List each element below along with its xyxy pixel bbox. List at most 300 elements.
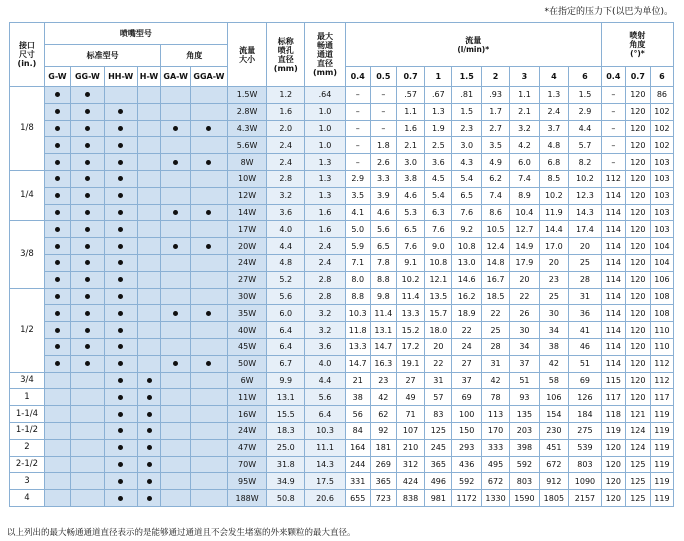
table-row (10, 204, 674, 221)
inlet-size-cell: 2 (10, 439, 45, 456)
flow-rate-cell: 496 (425, 473, 452, 490)
flow-rate-cell: 17.4 (569, 221, 602, 238)
available-dot-icon (55, 328, 60, 333)
available-dot-icon (85, 227, 90, 232)
type-availability-cell (137, 355, 161, 372)
flow-rate-cell: 38 (345, 389, 370, 406)
type-availability-cell (161, 422, 190, 439)
max-free-passage-cell: 3.2 (305, 322, 345, 339)
available-dot-icon (118, 260, 123, 265)
spray-angle-cell: 120 (625, 120, 650, 137)
max-free-passage-cell: 1.0 (305, 120, 345, 137)
flow-rate-cell: 25 (539, 288, 568, 305)
pressure-header: 2 (481, 67, 509, 87)
flow-rate-cell: – (345, 154, 370, 171)
spray-angle-header: 喷射 角度 (°)* (601, 23, 673, 67)
type-availability-cell (137, 422, 161, 439)
flow-rate-cell: 16.3 (370, 355, 396, 372)
inlet-size-cell: 1 (10, 389, 45, 406)
type-availability-cell (104, 372, 137, 389)
available-dot-icon (118, 361, 123, 366)
spray-angle-cell: 102 (650, 103, 673, 120)
flow-rate-cell: 5.9 (345, 238, 370, 255)
flow-rate-cell: 170 (481, 422, 509, 439)
flow-rate-cell: 245 (425, 439, 452, 456)
flow-rate-cell: 6.5 (370, 238, 396, 255)
flow-rate-cell: 203 (510, 422, 539, 439)
available-dot-icon (118, 126, 123, 131)
type-availability-cell (44, 389, 70, 406)
flow-rate-cell: 3.9 (370, 187, 396, 204)
flow-rate-cell: 5.4 (425, 187, 452, 204)
type-availability-cell (161, 120, 190, 137)
type-availability-cell (137, 120, 161, 137)
type-availability-cell (104, 187, 137, 204)
orifice-diameter-cell: 2.8 (267, 170, 305, 187)
available-dot-icon (118, 496, 123, 501)
flow-rate-cell: 495 (481, 456, 509, 473)
inlet-size-cell: 4 (10, 490, 45, 507)
type-availability-cell (104, 103, 137, 120)
spray-angle-cell: 124 (625, 439, 650, 456)
capacity-size-cell: 24W (227, 254, 266, 271)
type-availability-cell (71, 490, 105, 507)
flow-rate-cell: 3.6 (425, 154, 452, 171)
available-dot-icon (173, 311, 178, 316)
table-row (10, 170, 674, 187)
flow-rate-cell: 14.7 (345, 355, 370, 372)
flow-rate-cell: – (370, 87, 396, 104)
type-availability-cell (104, 221, 137, 238)
type-availability-cell (190, 204, 227, 221)
flow-rate-cell: 24 (452, 338, 481, 355)
flow-rate-cell: 655 (345, 490, 370, 507)
type-availability-cell (71, 221, 105, 238)
flow-rate-cell: 7.4 (481, 187, 509, 204)
available-dot-icon (85, 260, 90, 265)
flow-rate-cell: 14.7 (370, 338, 396, 355)
flow-rate-cell: 22 (425, 355, 452, 372)
nozzle-type-header: 喷嘴型号 (44, 23, 227, 45)
available-dot-icon (206, 311, 211, 316)
type-availability-cell (104, 338, 137, 355)
type-availability-cell (104, 490, 137, 507)
flow-rate-cell: 42 (539, 355, 568, 372)
spray-angle-cell: 120 (625, 137, 650, 154)
available-dot-icon (85, 193, 90, 198)
max-free-passage-cell: 2.8 (305, 271, 345, 288)
flow-rate-cell: 22 (510, 288, 539, 305)
type-availability-cell (104, 238, 137, 255)
pressure-header: 1 (425, 67, 452, 87)
orifice-diameter-cell: 15.5 (267, 406, 305, 423)
flow-rate-cell: 4.6 (370, 204, 396, 221)
available-dot-icon (85, 143, 90, 148)
type-availability-cell (71, 305, 105, 322)
available-dot-icon (118, 462, 123, 467)
flow-rate-cell: 135 (510, 406, 539, 423)
type-availability-cell (190, 170, 227, 187)
flow-rate-cell: 365 (425, 456, 452, 473)
max-free-passage-cell: 10.3 (305, 422, 345, 439)
flow-rate-cell: 1172 (452, 490, 481, 507)
available-dot-icon (147, 378, 152, 383)
orifice-diameter-cell: 9.9 (267, 372, 305, 389)
available-dot-icon (118, 227, 123, 232)
spray-angle-cell: 120 (625, 288, 650, 305)
available-dot-icon (85, 244, 90, 249)
type-availability-cell (190, 87, 227, 104)
type-availability-cell (44, 305, 70, 322)
flow-rate-cell: 150 (452, 422, 481, 439)
flow-rate-cell: 1.6 (396, 120, 424, 137)
max-free-passage-cell: 2.4 (305, 254, 345, 271)
flow-rate-cell: 10.3 (345, 305, 370, 322)
available-dot-icon (55, 92, 60, 97)
available-dot-icon (147, 412, 152, 417)
type-availability-cell (161, 372, 190, 389)
available-dot-icon (55, 361, 60, 366)
flow-rate-cell: 11.4 (396, 288, 424, 305)
type-availability-cell (104, 271, 137, 288)
flow-rate-cell: 6.5 (396, 221, 424, 238)
available-dot-icon (55, 176, 60, 181)
spray-angle-cell: 120 (601, 490, 625, 507)
max-free-passage-cell: 1.0 (305, 137, 345, 154)
flow-rate-cell: 71 (396, 406, 424, 423)
spray-angle-cell: 119 (650, 456, 673, 473)
type-availability-cell (161, 238, 190, 255)
flow-rate-cell: 365 (370, 473, 396, 490)
spray-angle-cell: 120 (625, 372, 650, 389)
flow-rate-cell: 83 (425, 406, 452, 423)
flow-rate-cell: – (345, 137, 370, 154)
available-dot-icon (118, 277, 123, 282)
flow-rate-cell: 11.8 (345, 322, 370, 339)
available-dot-icon (173, 126, 178, 131)
available-dot-icon (85, 361, 90, 366)
flow-rate-cell: 5.0 (345, 221, 370, 238)
type-availability-cell (190, 389, 227, 406)
type-availability-cell (71, 87, 105, 104)
flow-rate-cell: 2.1 (510, 103, 539, 120)
flow-rate-cell: 13.5 (425, 288, 452, 305)
spray-angle-cell: 121 (625, 406, 650, 423)
flow-rate-cell: 22 (452, 322, 481, 339)
type-availability-cell (71, 170, 105, 187)
available-dot-icon (147, 445, 152, 450)
type-availability-cell (104, 456, 137, 473)
orifice-diameter-cell: 13.1 (267, 389, 305, 406)
flow-rate-cell: – (345, 120, 370, 137)
max-free-passage-header: 最大 畅通 通道 直径 (mm) (305, 23, 345, 87)
flow-rate-cell: 12.7 (510, 221, 539, 238)
spray-angle-cell: 125 (625, 456, 650, 473)
flow-rate-cell: 125 (425, 422, 452, 439)
type-availability-cell (161, 103, 190, 120)
spray-angle-cell: 104 (650, 238, 673, 255)
flow-rate-cell: 56 (345, 406, 370, 423)
pressure-header: 0.7 (396, 67, 424, 87)
type-availability-cell (104, 137, 137, 154)
spray-angle-cell: 120 (625, 170, 650, 187)
max-free-passage-cell: 5.6 (305, 389, 345, 406)
type-availability-cell (161, 187, 190, 204)
flow-rate-cell: 21 (345, 372, 370, 389)
flow-rate-cell: 539 (569, 439, 602, 456)
type-availability-cell (44, 271, 70, 288)
table-row (10, 254, 674, 271)
available-dot-icon (55, 277, 60, 282)
spray-angle-cell: 120 (625, 322, 650, 339)
flow-rate-cell: .93 (481, 87, 509, 104)
type-availability-cell (137, 204, 161, 221)
flow-rate-cell: 10.2 (396, 271, 424, 288)
inlet-size-cell: 1/4 (10, 170, 45, 220)
available-dot-icon (55, 227, 60, 232)
type-availability-cell (44, 439, 70, 456)
spray-angle-cell: 119 (650, 439, 673, 456)
flow-rate-cell: 10.4 (510, 204, 539, 221)
capacity-size-cell: 8W (227, 154, 266, 171)
max-free-passage-cell: 6.4 (305, 406, 345, 423)
flow-rate-cell: 3.5 (481, 137, 509, 154)
table-row (10, 372, 674, 389)
flow-rate-cell: 8.5 (539, 170, 568, 187)
flow-rate-cell: 93 (510, 389, 539, 406)
available-dot-icon (85, 126, 90, 131)
flow-rate-cell: 11.9 (539, 204, 568, 221)
type-availability-cell (190, 120, 227, 137)
max-free-passage-cell: 4.0 (305, 355, 345, 372)
type-availability-cell (71, 389, 105, 406)
flow-rate-cell: 100 (452, 406, 481, 423)
spray-angle-cell: 120 (625, 389, 650, 406)
flow-rate-cell: 30 (539, 305, 568, 322)
type-availability-cell (71, 422, 105, 439)
spray-angle-cell: – (601, 120, 625, 137)
orifice-diameter-cell: 6.7 (267, 355, 305, 372)
inlet-size-cell: 3/4 (10, 372, 45, 389)
type-availability-cell (44, 221, 70, 238)
table-row (10, 103, 674, 120)
available-dot-icon (147, 496, 152, 501)
type-availability-cell (161, 137, 190, 154)
flow-rate-cell: 9.1 (396, 254, 424, 271)
spray-angle-cell: 120 (625, 355, 650, 372)
type-availability-cell (44, 406, 70, 423)
available-dot-icon (55, 260, 60, 265)
type-availability-cell (44, 456, 70, 473)
type-availability-cell (71, 254, 105, 271)
flow-rate-cell: 10.2 (539, 187, 568, 204)
flow-rate-cell: 230 (539, 422, 568, 439)
type-availability-cell (44, 490, 70, 507)
spray-angle-cell: 120 (625, 271, 650, 288)
type-availability-cell (161, 355, 190, 372)
available-dot-icon (118, 378, 123, 383)
flow-rate-cell: 7.1 (345, 254, 370, 271)
type-availability-cell (44, 187, 70, 204)
flow-rate-cell: 4.4 (569, 120, 602, 137)
flow-rate-cell: 12.4 (481, 238, 509, 255)
type-availability-cell (44, 120, 70, 137)
type-availability-cell (137, 271, 161, 288)
table-row (10, 120, 674, 137)
flow-rate-cell: 57 (425, 389, 452, 406)
flow-rate-cell: 1330 (481, 490, 509, 507)
spray-angle-cell: 114 (601, 271, 625, 288)
flow-rate-cell: 16.7 (481, 271, 509, 288)
spray-angle-cell: 120 (601, 456, 625, 473)
flow-rate-cell: 210 (396, 439, 424, 456)
table-row (10, 490, 674, 507)
type-availability-cell (190, 254, 227, 271)
flow-rate-cell: 58 (539, 372, 568, 389)
flow-rate-cell: 3.0 (396, 154, 424, 171)
available-dot-icon (206, 126, 211, 131)
spray-angle-cell: 114 (601, 221, 625, 238)
spray-angle-cell: 112 (601, 170, 625, 187)
type-availability-cell (190, 338, 227, 355)
max-free-passage-cell: 1.3 (305, 187, 345, 204)
available-dot-icon (55, 210, 60, 215)
available-dot-icon (147, 462, 152, 467)
inlet-size-cell: 3 (10, 473, 45, 490)
flow-rate-cell: 6.8 (539, 154, 568, 171)
spray-angle-cell: 120 (625, 204, 650, 221)
type-availability-cell (71, 355, 105, 372)
spray-angle-cell: 120 (625, 187, 650, 204)
table-row (10, 87, 674, 104)
available-dot-icon (118, 311, 123, 316)
type-availability-cell (44, 338, 70, 355)
inlet-size-cell: 1-1/2 (10, 422, 45, 439)
table-row (10, 221, 674, 238)
pressure-header: 0.4 (345, 67, 370, 87)
flow-rate-cell: 9.8 (370, 288, 396, 305)
pressure-header: 6 (569, 67, 602, 87)
flow-rate-cell: 803 (569, 456, 602, 473)
capacity-size-cell: 45W (227, 338, 266, 355)
flow-rate-cell: 7.6 (452, 204, 481, 221)
flow-rate-cell: 5.3 (396, 204, 424, 221)
flow-rate-cell: 1.9 (425, 120, 452, 137)
flow-rate-cell: 78 (481, 389, 509, 406)
available-dot-icon (173, 210, 178, 215)
flow-rate-cell: 27 (452, 355, 481, 372)
orifice-diameter-cell: 1.2 (267, 87, 305, 104)
spray-angle-cell: 120 (625, 87, 650, 104)
type-availability-cell (161, 305, 190, 322)
orifice-diameter-cell: 2.4 (267, 154, 305, 171)
available-dot-icon (118, 210, 123, 215)
capacity-size-cell: 4.3W (227, 120, 266, 137)
flow-rate-cell: 126 (569, 389, 602, 406)
passage-footnote: 以上列出的最大畅通通道直径表示的是能够通过通道且不会发生堵塞的外来颗粒的最大直径。 (7, 528, 356, 538)
flow-rate-cell: 293 (452, 439, 481, 456)
flow-rate-cell: 803 (510, 473, 539, 490)
type-availability-cell (161, 204, 190, 221)
orifice-diameter-cell: 34.9 (267, 473, 305, 490)
spray-angle-cell: 103 (650, 170, 673, 187)
type-availability-cell (44, 355, 70, 372)
available-dot-icon (55, 143, 60, 148)
type-availability-cell (190, 271, 227, 288)
max-free-passage-cell: 14.3 (305, 456, 345, 473)
type-availability-cell (104, 422, 137, 439)
type-availability-cell (104, 473, 137, 490)
inlet-size-cell: 1/8 (10, 87, 45, 171)
spray-angle-cell: 124 (625, 422, 650, 439)
flow-rate-cell: 14.4 (539, 221, 568, 238)
orifice-diameter-cell: 4.4 (267, 238, 305, 255)
flow-rate-cell: 2.9 (569, 103, 602, 120)
available-dot-icon (147, 428, 152, 433)
flow-rate-cell: .81 (452, 87, 481, 104)
available-dot-icon (118, 344, 123, 349)
orifice-diameter-header: 标称 喷孔 直径 (mm) (267, 23, 305, 87)
flow-rate-cell: 92 (370, 422, 396, 439)
table-row (10, 355, 674, 372)
capacity-size-cell: 40W (227, 322, 266, 339)
type-availability-cell (137, 154, 161, 171)
flow-rate-cell: 2.5 (425, 137, 452, 154)
type-availability-cell (71, 154, 105, 171)
flow-rate-cell: 269 (370, 456, 396, 473)
available-dot-icon (55, 160, 60, 165)
flow-rate-cell: 20 (510, 271, 539, 288)
flow-rate-cell: 424 (396, 473, 424, 490)
flow-rate-cell: 13.1 (370, 322, 396, 339)
type-code-g-w: G-W (44, 67, 70, 87)
spray-angle-cell: 120 (601, 473, 625, 490)
flow-rate-cell: 17.0 (539, 238, 568, 255)
flow-rate-cell: – (345, 87, 370, 104)
type-availability-cell (71, 338, 105, 355)
spray-angle-cell: – (601, 154, 625, 171)
flow-rate-cell: 7.8 (370, 254, 396, 271)
spray-angle-cell: 86 (650, 87, 673, 104)
type-availability-cell (190, 137, 227, 154)
spray-angle-cell: 114 (601, 288, 625, 305)
type-availability-cell (104, 305, 137, 322)
available-dot-icon (85, 210, 90, 215)
spray-angle-cell: 119 (650, 406, 673, 423)
available-dot-icon (118, 428, 123, 433)
flow-rate-cell: 25 (569, 254, 602, 271)
flow-rate-cell: 28 (481, 338, 509, 355)
type-code-gga-w: GGA-W (190, 67, 227, 87)
orifice-diameter-cell: 1.6 (267, 103, 305, 120)
type-availability-cell (71, 238, 105, 255)
spray-angle-cell: 119 (650, 422, 673, 439)
flow-rate-cell: 38 (539, 338, 568, 355)
spray-angle-cell: 114 (601, 238, 625, 255)
flow-rate-cell: 27 (396, 372, 424, 389)
flow-rate-cell: 23 (539, 271, 568, 288)
orifice-diameter-cell: 2.4 (267, 137, 305, 154)
table-row (10, 137, 674, 154)
type-availability-cell (161, 490, 190, 507)
spray-angle-cell: 114 (601, 338, 625, 355)
flow-rate-cell: 13.3 (396, 305, 424, 322)
flow-rate-cell: 2.7 (481, 120, 509, 137)
flow-rate-cell: 1.7 (481, 103, 509, 120)
type-availability-cell (71, 103, 105, 120)
type-availability-cell (71, 406, 105, 423)
flow-rate-cell: 4.9 (481, 154, 509, 171)
